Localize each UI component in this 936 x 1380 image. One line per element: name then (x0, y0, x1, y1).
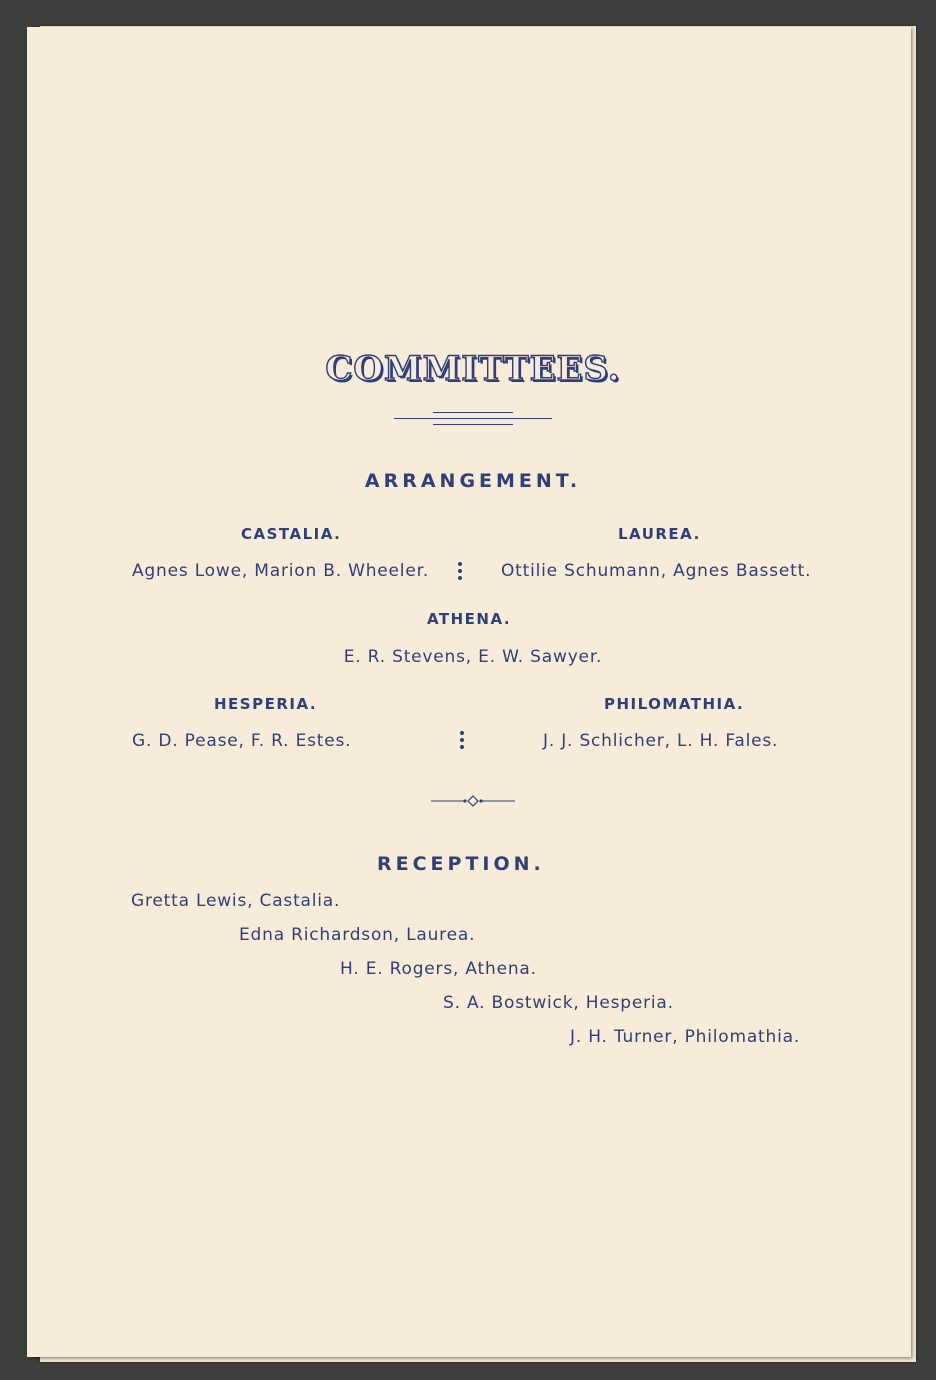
page-title: COMMITTEES. (325, 349, 621, 389)
separator-dots (458, 562, 463, 583)
reception-member: H. E. Rogers, Athena. (340, 959, 537, 979)
hesperia-names: G. D. Pease, F. R. Estes. (132, 731, 352, 751)
castalia-label: CASTALIA. (241, 525, 342, 543)
laurea-label: LAUREA. (618, 525, 701, 543)
reception-member: J. H. Turner, Philomathia. (570, 1027, 801, 1047)
ornament-divider (431, 794, 515, 808)
reception-member: Edna Richardson, Laurea. (239, 925, 476, 945)
separator-dots (460, 731, 465, 752)
castalia-names: Agnes Lowe, Marion B. Wheeler. (132, 561, 430, 581)
title-rule-main (394, 418, 552, 419)
arrangement-heading: ARRANGEMENT. (364, 470, 582, 492)
title-rule-top (433, 412, 513, 413)
laurea-names: Ottilie Schumann, Agnes Bassett. (501, 561, 812, 581)
reception-heading: RECEPTION. (377, 853, 545, 875)
athena-names: E. R. Stevens, E. W. Sawyer. (343, 647, 603, 667)
philomathia-names: J. J. Schlicher, L. H. Fales. (543, 731, 779, 751)
philomathia-label: PHILOMATHIA. (604, 695, 745, 713)
athena-label: ATHENA. (426, 610, 512, 628)
title-rule-bottom (433, 424, 513, 425)
reception-member: S. A. Bostwick, Hesperia. (443, 993, 674, 1013)
hesperia-label: HESPERIA. (214, 695, 318, 713)
reception-member: Gretta Lewis, Castalia. (131, 891, 341, 911)
program-page (27, 27, 911, 1357)
